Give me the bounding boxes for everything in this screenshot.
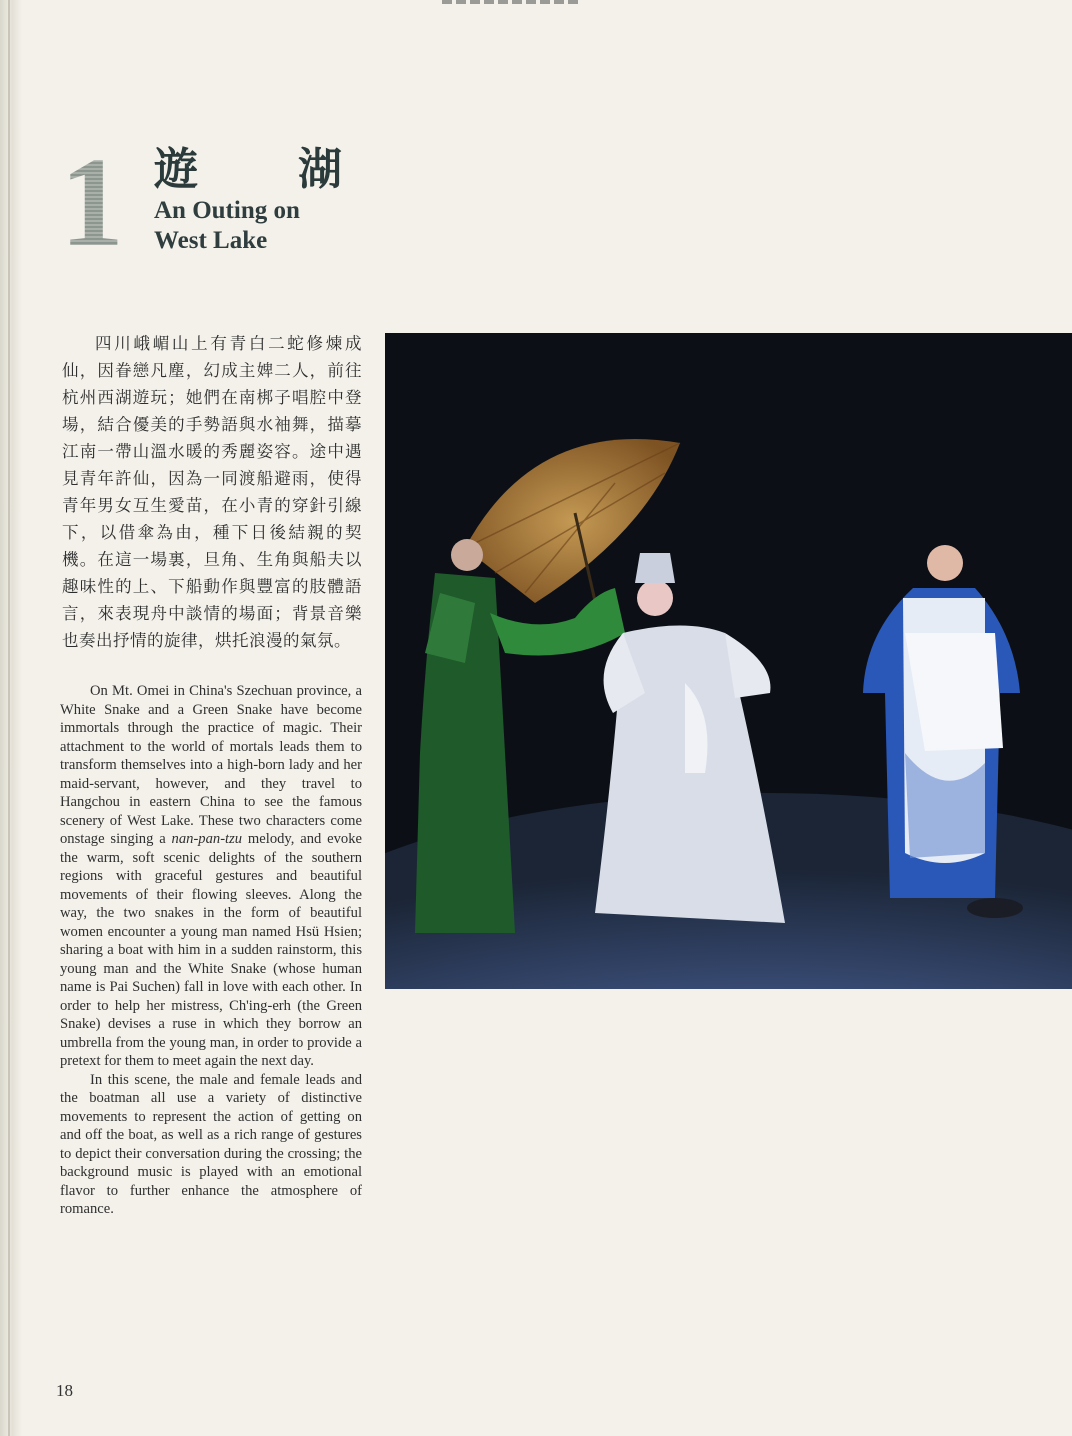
chinese-body: 四川峨嵋山上有青白二蛇修煉成仙，因眷戀凡塵，幻成主婢二人，前往杭州西湖遊玩；她們在南梆子唱腔中登場，結合優美的手勢語與水袖舞，描摹江南一帶山溫水暖的秀麗姿容。途中遇見青年許仙，因為一同渡船避雨，使得青年男女互生愛苗，在小青的穿針引線下，以借傘為由，種下日後結親的契機。在這一場裏，旦角、生角與船夫以趣味性的上、下船動作與豐富的肢體語言，來表現舟中談情的場面；背景音樂也奏出抒情的旋律，烘托浪漫的氣氛。 [62, 334, 362, 650]
page-number: 18 [56, 1381, 73, 1400]
binding-line [8, 0, 10, 1436]
english-paragraph-2: In this scene, the male and female leads and the boatman all use a variety of distinctive movements to represent the action of getting on and off the boat, as well as a rich range of gestures to depict their conversation during the crossing; the background music is played with an emotional flavor to further enhance the atmosphere of romance. [60, 1071, 362, 1217]
english-p1-part2: melody, and evoke the warm, soft scenic delights of the southern regions with graceful gestures and beautiful movements of their flowing sleeves. Along the way, the two snakes in the form of beautiful women encounter a young man named Hsü Hsien; sharing a boat with him in a sudden rainstorm, this young man and the White Snake (whose human name is Pai Suchen) fall in love with each other. In order to help her mistress, Ch'ing-erh (the Green Snake) devises a ruse in which they borrow an umbrella from the young man, in order to provide a pretext for them to meet again the next day. [60, 831, 362, 1069]
top-crop-mark [442, 0, 578, 4]
stage-photo-illustration [385, 333, 1072, 989]
stage-photo [385, 333, 1072, 989]
english-paragraph-1 [60, 682, 362, 1071]
english-p1-part1: On Mt. Omei in China's Szechuan province, a White Snake and a Green Snake have become immortals through the practice of magic. Their attachment to the world of mortals leads them to transform themselves into a high-born lady and her maid-servant, however, and they travel to Hangchou in eastern China to see the famous scenery of West Lake. These two characters come onstage singing a [60, 683, 362, 847]
english-body [60, 682, 362, 1219]
english-p1-italic: nan-pan-tzu [171, 831, 243, 847]
chapter-number: 1 [60, 131, 124, 273]
page-gutter [0, 0, 22, 1436]
title-english-line1: An Outing on [154, 197, 300, 224]
chinese-paragraph [62, 330, 362, 654]
title-english-line2: West Lake [154, 227, 268, 254]
title-english [154, 196, 300, 256]
title-chinese: 遊湖 [154, 144, 442, 195]
